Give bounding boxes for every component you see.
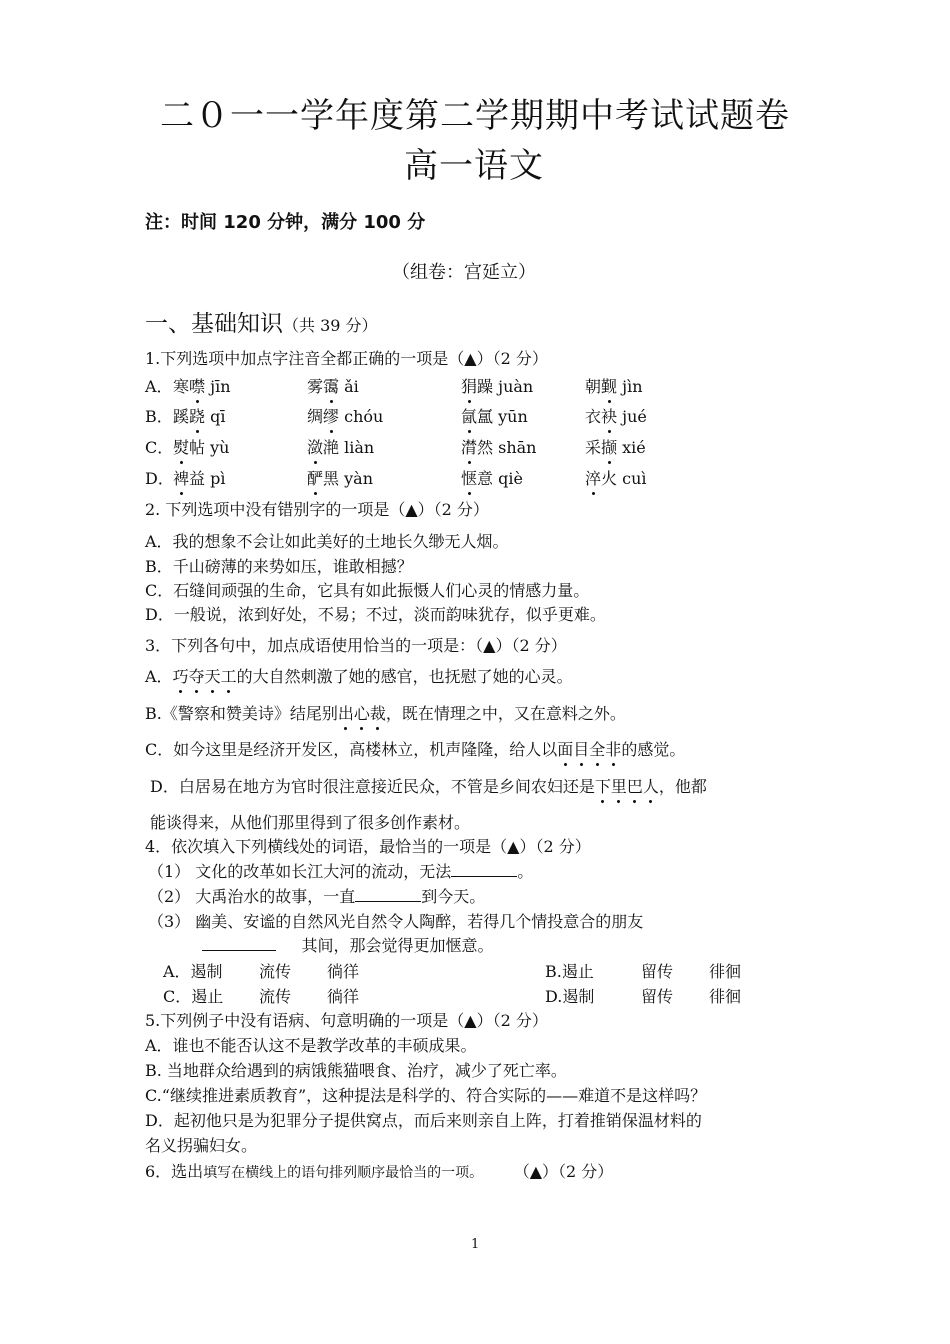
q5-option-b: B. 当地群众给遇到的病饿熊猫喂食、治疗，减少了死亡率。	[145, 1061, 567, 1080]
dotted-char: 天	[204, 667, 221, 686]
word-char: 火	[601, 469, 618, 488]
dotted-char: 夺	[188, 667, 205, 686]
q4-option-word: 徘徊	[709, 987, 742, 1006]
pinyin: yàn	[339, 469, 373, 488]
q1-word	[173, 377, 231, 397]
q2-option-b: B．千山磅薄的来势如压，谁敢相撼？	[145, 557, 413, 576]
dotted-char: 裁	[369, 704, 386, 723]
word-char: 雾	[307, 377, 324, 396]
q1-word	[461, 438, 536, 458]
q4-option-word: 流传	[259, 987, 292, 1006]
dotted-char: 淬	[585, 469, 602, 488]
dotted-char: 面	[557, 740, 574, 759]
pinyin: juàn	[493, 377, 534, 396]
q1-option-row: C．	[145, 438, 174, 457]
q1-word	[173, 469, 225, 489]
q3-option-d: D．白居易在地方为官时很注意接近民众，不管是乡间农妇还是下里巴人，他都	[150, 777, 707, 796]
section-heading	[145, 305, 378, 338]
dotted-char: 撷	[601, 438, 618, 457]
pinyin: yù	[205, 438, 230, 457]
q1-word	[461, 469, 523, 489]
q5-stem: 5.下列例子中没有语病、句意明确的一项是（▲）（2 分）	[145, 1011, 548, 1030]
q1-word	[585, 407, 647, 427]
pinyin: cuì	[617, 469, 647, 488]
pinyin: jīn	[205, 377, 231, 396]
q4-option-word: A．遏制	[163, 962, 223, 981]
q4-option-word: C．遏止	[163, 987, 224, 1006]
word-char: 帖	[189, 438, 206, 457]
word-char: 寒	[173, 377, 190, 396]
q4-sentence-1: （1） 文化的改革如长江大河的流动，无法 。	[148, 862, 534, 881]
q4-option-word: 徜徉	[327, 962, 360, 981]
pinyin: xié	[617, 438, 646, 457]
pinyin: ǎi	[339, 377, 359, 396]
q5-option-d: D．起初他只是为犯罪分子提供窝点，而后来则亲自上阵，打着推销保温材料的	[145, 1111, 702, 1130]
q5-option-a: A．谁也不能否认这不是教学改革的丰硕成果。	[145, 1036, 477, 1055]
q4-option-word: 流传	[259, 962, 292, 981]
pinyin: shān	[493, 438, 537, 457]
q1-word	[307, 469, 373, 489]
pinyin: liàn	[339, 438, 375, 457]
dotted-char: 氤	[461, 407, 478, 426]
dotted-char: 心	[353, 704, 370, 723]
word-char: 采	[585, 438, 602, 457]
page-number: 1	[471, 1237, 480, 1252]
q4-option-word: 留传	[641, 962, 674, 981]
q4-sentence-3-cont: 其间，那会觉得更加惬意。	[202, 936, 493, 956]
q2-stem: 2. 下列选项中没有错别字的一项是（▲）（2 分）	[145, 500, 489, 519]
blank-line	[451, 864, 517, 877]
time-note: 注：时间 120 分钟，满分 100 分	[145, 212, 426, 233]
dotted-char: 巧	[172, 667, 189, 686]
q3-option-a: A．巧夺天工的大自然刺激了她的感官，也抚慰了她的心灵。	[145, 667, 573, 686]
dotted-char: 出	[337, 704, 354, 723]
q3-option-c: C．如今这里是经济开发区，高楼林立，机声隆隆，给人以面目全非的感觉。	[145, 740, 686, 759]
q4-stem: 4．依次填入下列横线处的词语，最恰当的一项是（▲）（2 分）	[145, 837, 591, 856]
q1-word	[585, 469, 647, 489]
dotted-char: 工	[220, 667, 237, 686]
word-char: 然	[477, 438, 494, 457]
dotted-char: 里	[610, 777, 627, 796]
q4-sentence-2: （2） 大禹治水的故事，一直 到今天。	[148, 887, 486, 906]
q5-option-c: C.“继续推进素质教育”，这种提法是科学的、符合实际的——难道不是这样吗？	[145, 1086, 707, 1105]
word-char: 益	[189, 469, 206, 488]
word-char: 蹊	[173, 407, 190, 426]
dotted-char: 潸	[461, 438, 478, 457]
q1-word	[585, 377, 643, 397]
pinyin: qiè	[493, 469, 523, 488]
q1-word	[173, 438, 229, 458]
q3-option-d-cont: 能谈得来，从他们那里得到了很多创作素材。	[150, 813, 471, 832]
word-char: 黑	[323, 469, 340, 488]
q1-word	[585, 438, 646, 458]
q1-word	[173, 407, 225, 427]
dotted-char: 巴	[626, 777, 643, 796]
dotted-char: 噤	[189, 377, 206, 396]
q3-stem: 3．下列各句中，加点成语使用恰当的一项是：（▲）（2 分）	[145, 636, 567, 655]
subject-title: 高一语文	[404, 146, 544, 186]
dotted-char: 裨	[173, 469, 190, 488]
word-char: 朝	[585, 377, 602, 396]
dotted-char: 下	[594, 777, 611, 796]
compiler-note: （组卷：宫延立）	[392, 262, 536, 283]
exam-title: 二０一一学年度第二学期期中考试试题卷	[160, 96, 790, 136]
q2-option-d: D．一般说，浓到好处，不易；不过，淡而韵味犹存，似乎更难。	[145, 605, 606, 624]
dotted-char: 狷	[461, 377, 478, 396]
word-char: 滟	[323, 438, 340, 457]
dotted-char: 人	[642, 777, 659, 796]
q4-option-word: 徘徊	[709, 962, 742, 981]
word-char: 躁	[477, 377, 494, 396]
dotted-char: 非	[605, 740, 622, 759]
dotted-char: 霭	[323, 377, 340, 396]
q1-word	[307, 377, 359, 397]
dotted-char: 全	[589, 740, 606, 759]
q1-option-row: A．	[145, 377, 173, 396]
q6-stem: 6．选出填写在横线上的语句排列顺序最恰当的一项。 （▲）（2 分）	[145, 1162, 614, 1181]
q1-word	[307, 438, 374, 458]
q2-option-c: C．石缝间顽强的生命，它具有如此振慑人们心灵的情感力量。	[145, 581, 590, 600]
pinyin: chóu	[339, 407, 384, 426]
section-title: 一、基础知识	[145, 311, 283, 337]
dotted-char: 熨	[173, 438, 190, 457]
dotted-char: 缪	[323, 407, 340, 426]
word-char: 绸	[307, 407, 324, 426]
pinyin: jué	[617, 407, 647, 426]
dotted-char: 惬	[461, 469, 478, 488]
pinyin: pì	[205, 469, 226, 488]
q5-option-d-cont: 名义拐骗妇女。	[145, 1136, 258, 1155]
dotted-char: 跷	[189, 407, 206, 426]
q1-stem: 1.下列选项中加点字注音全都正确的一项是（▲）（2 分）	[145, 349, 548, 368]
word-char: 意	[477, 469, 494, 488]
pinyin: yūn	[493, 407, 528, 426]
q1-word	[461, 377, 533, 397]
pinyin: qī	[205, 407, 226, 426]
word-char: 衣	[585, 407, 602, 426]
section-score: （共 39 分）	[283, 316, 378, 335]
q4-option-word: B.遏止	[545, 962, 594, 981]
dotted-char: 目	[573, 740, 590, 759]
dotted-char: 潋	[307, 438, 324, 457]
blank-line	[202, 938, 276, 951]
pinyin: jìn	[617, 377, 643, 396]
q4-option-word: D.遏制	[545, 987, 595, 1006]
dotted-char: 酽	[307, 469, 324, 488]
word-char: 氲	[477, 407, 494, 426]
dotted-char: 袂	[601, 407, 618, 426]
q4-option-word: 留传	[641, 987, 674, 1006]
q1-word	[461, 407, 528, 427]
blank-line	[355, 889, 421, 902]
dotted-char: 觐	[601, 377, 618, 396]
q4-sentence-3: （3） 幽美、安谧的自然风光自然令人陶醉，若得几个情投意合的朋友	[148, 912, 644, 931]
q3-option-b: B.《警察和赞美诗》结尾别出心裁，既在情理之中，又在意料之外。	[145, 704, 626, 723]
q1-option-row: D．	[145, 469, 174, 488]
q4-option-word: 徜徉	[327, 987, 360, 1006]
q1-option-row: B．	[145, 407, 173, 426]
q1-word	[307, 407, 383, 427]
q2-option-a: A．我的想象不会让如此美好的土地长久缈无人烟。	[145, 532, 509, 551]
